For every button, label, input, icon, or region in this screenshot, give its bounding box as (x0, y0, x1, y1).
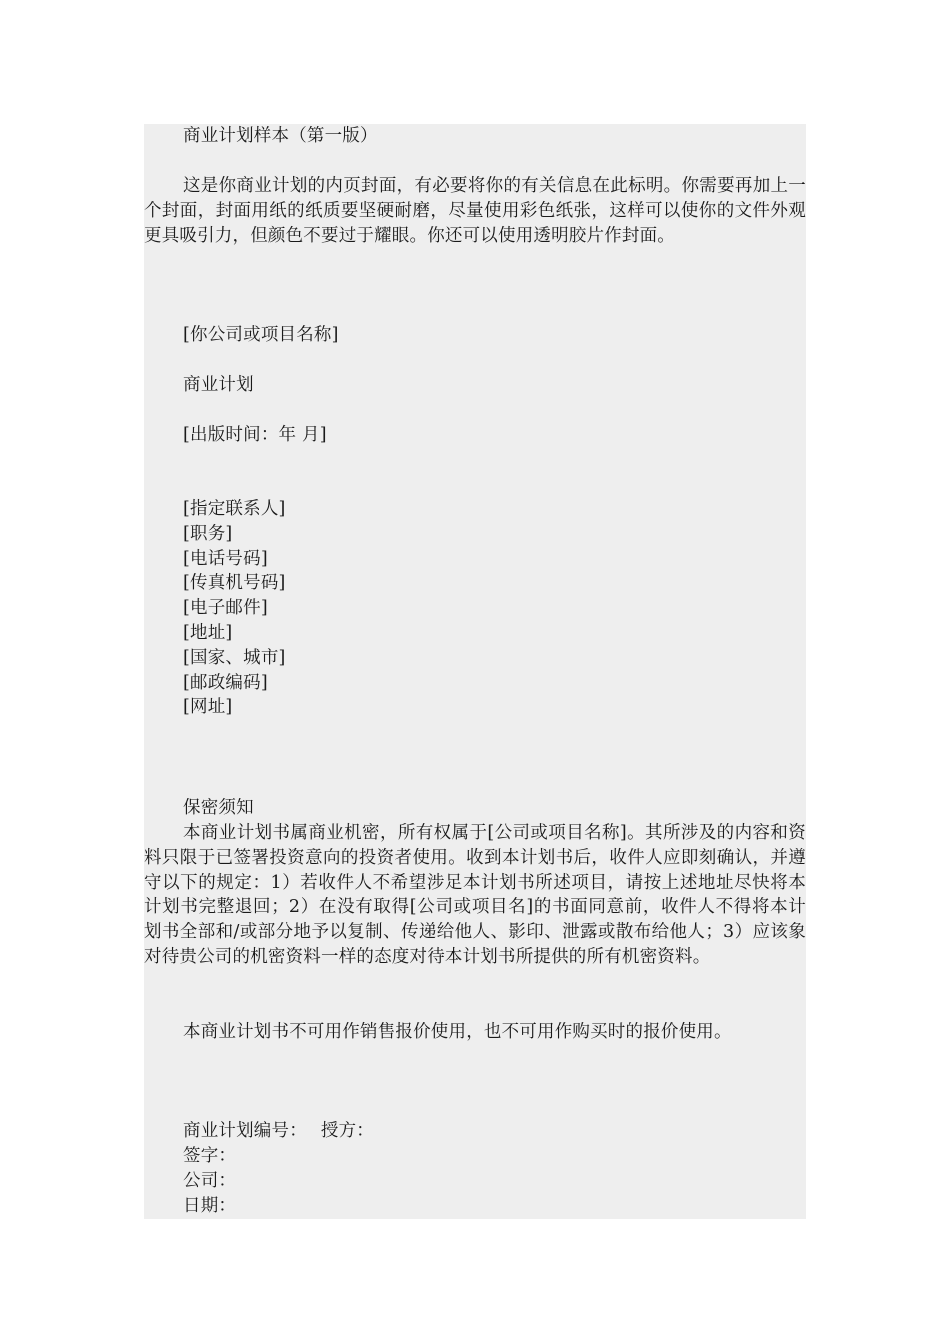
intro-paragraph: 这是你商业计划的内页封面，有必要将你的有关信息在此标明。你需要再加上一个封面，封面用纸的纸质要坚硬耐磨，尽量使用彩色纸张，这样可以使你的文件外观更具吸引力，但颜色不要过于耀眼。你还可以使用透明胶片作封面。 (144, 176, 806, 246)
postal-code-item: [邮政编码] (183, 672, 268, 693)
country-city-item: [国家、城市] (183, 647, 286, 668)
confidentiality-heading: 保密须知 (183, 798, 254, 818)
company-label: 公司： (183, 1171, 237, 1191)
document-type-label: 商业计划 (183, 375, 254, 395)
plan-number-label: 商业计划编号： (183, 1121, 307, 1141)
job-title-item: [职务] (183, 523, 233, 544)
document-title: 商业计划样本（第一版） (183, 126, 378, 146)
sign-label: 签字： (183, 1146, 237, 1166)
date-label: 日期： (183, 1196, 237, 1216)
email-item: [电子邮件] (183, 598, 268, 619)
grantee-label: 授方： (320, 1121, 375, 1141)
plan-number-row (144, 1119, 806, 1144)
publish-date-placeholder: [出版时间：年 月] (183, 425, 327, 445)
document-page (144, 124, 806, 1219)
website-item: [网址] (183, 697, 233, 718)
fax-item: [传真机号码] (183, 573, 286, 594)
confidentiality-body: 本商业计划书属商业机密，所有权属于[公司或项目名称]。其所涉及的内容和资料只限于已签署投资意向的投资者使用。收到本计划书后，收件人应即刻确认，并遵守以下的规定：1）若收件人不希望涉足本计划书所述项目，请按上述地址尽快将本计划书完整退回；2）在没有取得[公司或项目名]的书面同意前，收件人不得将本计划书全部和/或部分地予以复制、传递给他人、影印、泄露或散布给他人；3）应该象对待贵公司的机密资料一样的态度对待本计划书所提供的所有机密资料。 (144, 823, 806, 967)
phone-item: [电话号码] (183, 548, 268, 569)
pricing-note: 本商业计划书不可用作销售报价使用，也不可用作购买时的报价使用。 (183, 1022, 732, 1042)
address-item: [地址] (183, 622, 233, 643)
contact-person-item: [指定联系人] (183, 499, 286, 519)
company-name-placeholder: [你公司或项目名称] (183, 325, 339, 345)
contact-info-list (144, 497, 806, 720)
